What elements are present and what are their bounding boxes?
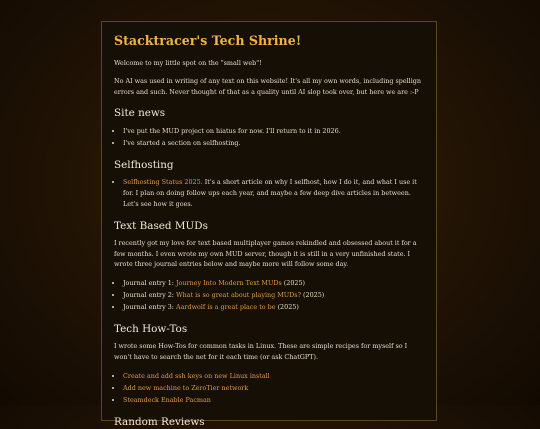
intro-no-ai: No AI was used in writing of any text on this website! It's all my own words, including spellign errors and such. Never thought of that as a quality until AI slop took over, but here we are :-P (114, 76, 421, 96)
muds-heading: Text Based MUDs (114, 219, 208, 232)
site-news-heading: Site news (114, 107, 166, 120)
muds-journal-list (114, 277, 424, 313)
journal-entry-year: (2025) (275, 303, 299, 312)
howto-ssh-keys-link[interactable]: Create and add ssh keys on new Linux install (123, 371, 270, 380)
main-card (101, 21, 437, 428)
list-item: • I've put the MUD project on hiatus for now. I'll return to it in 2026. (123, 125, 424, 137)
journal-entry-3-link[interactable]: Aardwolf is a great place to be (176, 303, 276, 312)
journal-entry-2-link[interactable]: What is so great about playing MUDs? (176, 291, 302, 300)
list-item (123, 382, 424, 394)
site-title: Stacktracer's Tech Shrine! (114, 33, 302, 48)
selfhosting-heading: Selfhosting (114, 159, 174, 172)
list-item (123, 289, 424, 301)
selfhosting-description: It's a short article on why I selfhost, how I do it, and what I use it for. I plan on doing follow ups each year, and maybe a few deep dive articles in between. Let's see how it goes. (123, 178, 417, 208)
journal-entry-prefix: Journal entry 1: (123, 279, 176, 288)
journal-entry-year: (2025) (301, 291, 325, 300)
journal-entry-year: (2025) (281, 279, 306, 288)
howtos-description: I wrote some How-Tos for common tasks in Linux. These are simple recipes for myself so I won't have to search the net for it each time (or ask ChatGPT). (114, 342, 408, 361)
journal-entry-prefix: Journal entry 3: (123, 303, 176, 312)
howto-steamdeck-pacman-link[interactable]: Steamdeck Enable Pacman (123, 395, 211, 404)
list-item (123, 277, 424, 289)
selfhosting-status-link[interactable]: Selfhosting Status 2025. (123, 178, 203, 187)
list-item (123, 301, 424, 313)
intro-welcome: Welcome to my little spot on the "small web"! (114, 59, 262, 67)
list-item: • I've started a section on selfhosting. (123, 137, 424, 149)
journal-entry-1-link[interactable]: Journey Into Modern Text MUDs (176, 279, 282, 288)
journal-entry-prefix: Journal entry 2: (123, 291, 176, 300)
howto-zerotier-link[interactable]: Add new machine to ZeroTier network (123, 383, 249, 392)
howtos-heading: Tech How-Tos (114, 323, 188, 336)
list-item (123, 394, 424, 406)
howtos-list (114, 370, 424, 406)
site-news-list (114, 125, 424, 149)
selfhosting-list (114, 177, 424, 209)
next-section-heading: Random Reviews (114, 415, 205, 428)
list-item (123, 177, 424, 209)
muds-description: I recently got my love for text based multiplayer games rekindled and obsessed about it for a few months. I even wrote my own MUD server, though it is still in a very unfinished state. I wrote three journal entries below and maybe more will follow some day. (114, 238, 417, 269)
list-item (123, 370, 424, 382)
